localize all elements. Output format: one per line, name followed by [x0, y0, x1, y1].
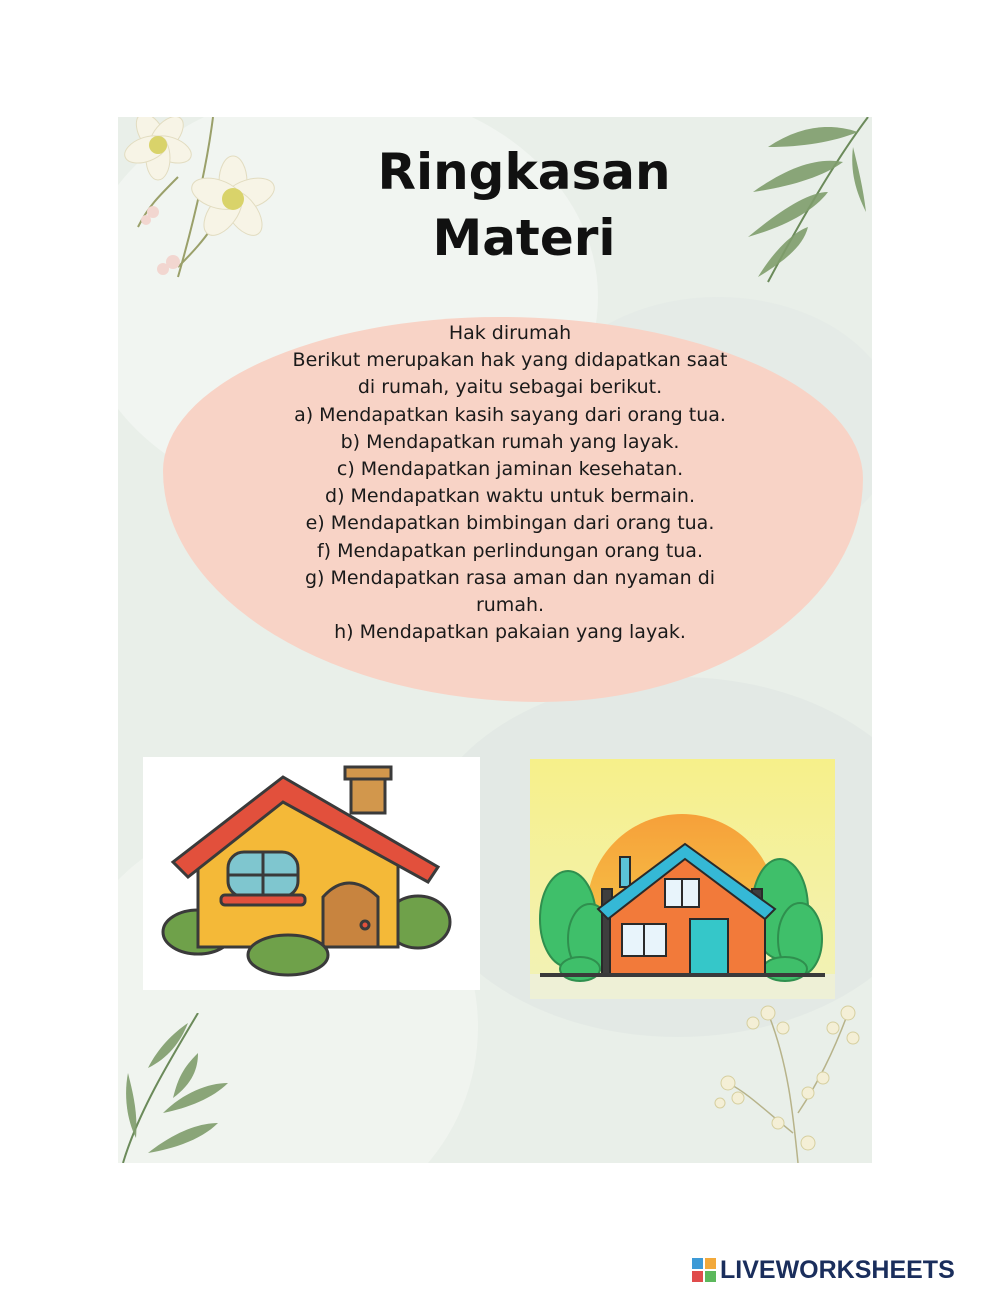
- summary-line: Berikut merupakan hak yang didapatkan saat: [292, 349, 728, 372]
- flower-decoration-icon: [708, 993, 872, 1163]
- brand-name: LIVEWORKSHEETS: [720, 1255, 955, 1284]
- summary-text: [210, 320, 810, 646]
- title-line: Materi: [432, 209, 616, 267]
- summary-line: b) Mendapatkan rumah yang layak.: [340, 430, 680, 453]
- page-title: [118, 139, 872, 271]
- house-sunset-image: [530, 759, 835, 999]
- summary-line: h) Mendapatkan pakaian yang layak.: [334, 621, 686, 644]
- summary-line: e) Mendapatkan bimbingan dari orang tua.: [305, 512, 715, 535]
- summary-line: a) Mendapatkan kasih sayang dari orang tua.: [294, 403, 726, 426]
- summary-heading: Hak dirumah: [448, 322, 572, 344]
- summary-line: d) Mendapatkan waktu untuk bermain.: [325, 485, 695, 508]
- summary-line: g) Mendapatkan rasa aman dan nyaman di: [304, 566, 716, 589]
- summary-line: f) Mendapatkan perlindungan orang tua.: [316, 539, 703, 562]
- title-line: Ringkasan: [377, 143, 671, 201]
- summary-line: rumah.: [475, 594, 545, 617]
- house-cartoon-image: [143, 757, 480, 990]
- leaf-branch-icon: [118, 1013, 238, 1163]
- summary-line: di rumah, yaitu sebagai berikut.: [357, 376, 663, 399]
- worksheet-page: [118, 117, 872, 1163]
- house-sunset-icon: [530, 759, 835, 999]
- liveworksheets-logo[interactable]: [692, 1255, 955, 1285]
- summary-line: c) Mendapatkan jaminan kesehatan.: [336, 458, 684, 481]
- house-cartoon-icon: [143, 757, 480, 990]
- liveworksheets-logo-icon: [692, 1258, 716, 1282]
